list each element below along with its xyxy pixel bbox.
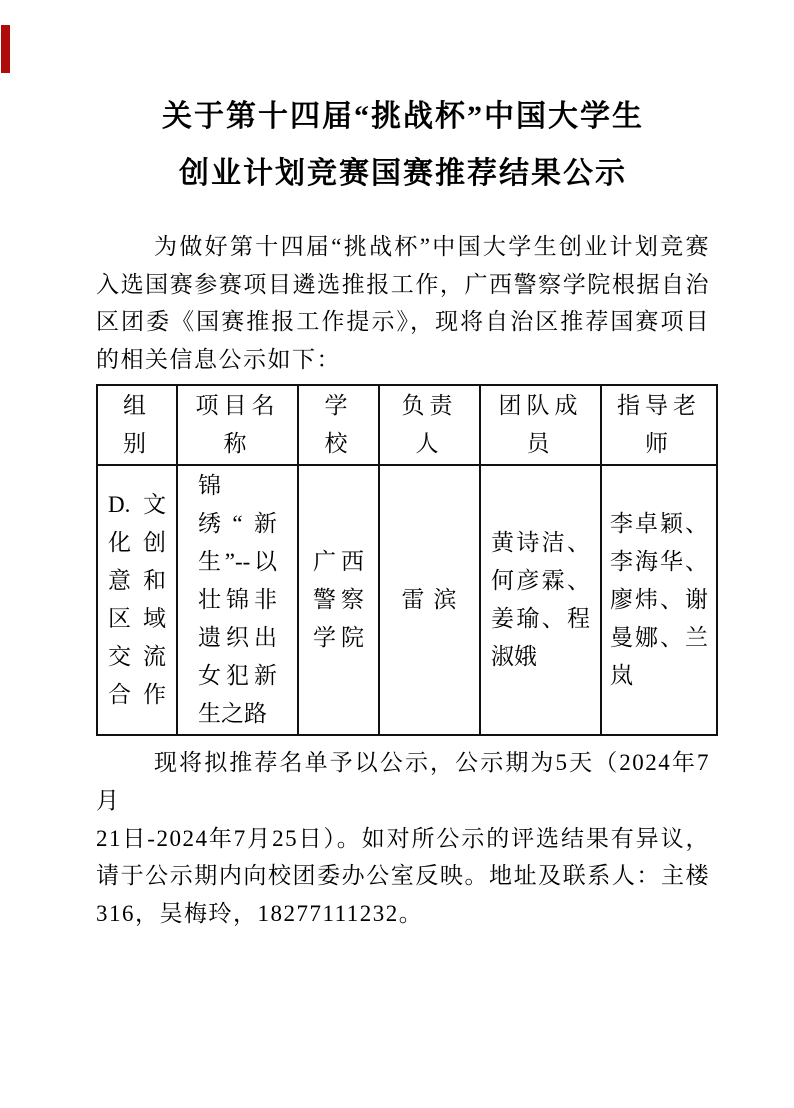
intro-line: 区团委《国赛推报工作提示》，现将自治区推荐国赛项目 [96, 309, 710, 335]
intro-line: 为做好第十四届“挑战杯”中国大学生创业计划竞赛 [154, 234, 710, 259]
title-line-2: 创业计划竞赛国赛推荐结果公示 [179, 157, 627, 190]
document-title [96, 88, 710, 202]
table-row [97, 465, 717, 735]
document-content [96, 0, 710, 932]
intro-paragraph [96, 228, 710, 378]
cell-leader: 雷滨 [379, 465, 480, 735]
col-header-school: 学校 [298, 385, 379, 465]
recommendation-table [96, 384, 718, 736]
title-line-1: 关于第十四届“挑战杯”中国大学生 [162, 100, 644, 133]
cell-school: 广西警察学院 [298, 465, 379, 735]
closing-line: 现将拟推荐名单予以公示，公示期为5天（2024年7月 [96, 750, 710, 813]
cell-advisors: 李卓颖、李海华、廖炜、谢曼娜、兰岚 [601, 465, 717, 735]
red-edge-marker [1, 25, 10, 73]
col-header-leader: 负责人 [379, 385, 480, 465]
col-header-group: 组别 [97, 385, 177, 465]
cell-project: 锦绣“新生”--以壮锦非遗织出女犯新生之路 [177, 465, 298, 735]
closing-line: 21日-2024年7月25日）。如对所公示的评选结果有异议， [96, 825, 710, 851]
closing-paragraph [96, 744, 710, 932]
col-header-members: 团队成员 [480, 385, 601, 465]
table-header-row [97, 385, 717, 465]
closing-line: 316，吴梅玲，18277111232。 [96, 900, 424, 926]
col-header-advisors: 指导老师 [601, 385, 717, 465]
intro-line: 的相关信息公示如下： [96, 346, 341, 372]
intro-line: 入选国赛参赛项目遴选推报工作，广西警察学院根据自治 [96, 271, 710, 297]
cell-group: D.文化创意和区域交流合作 [97, 465, 177, 735]
cell-members: 黄诗洁、何彦霖、姜瑜、程淑娥 [480, 465, 601, 735]
col-header-project: 项目名称 [177, 385, 298, 465]
closing-line: 请于公示期内向校团委办公室反映。地址及联系人：主楼 [96, 863, 710, 889]
